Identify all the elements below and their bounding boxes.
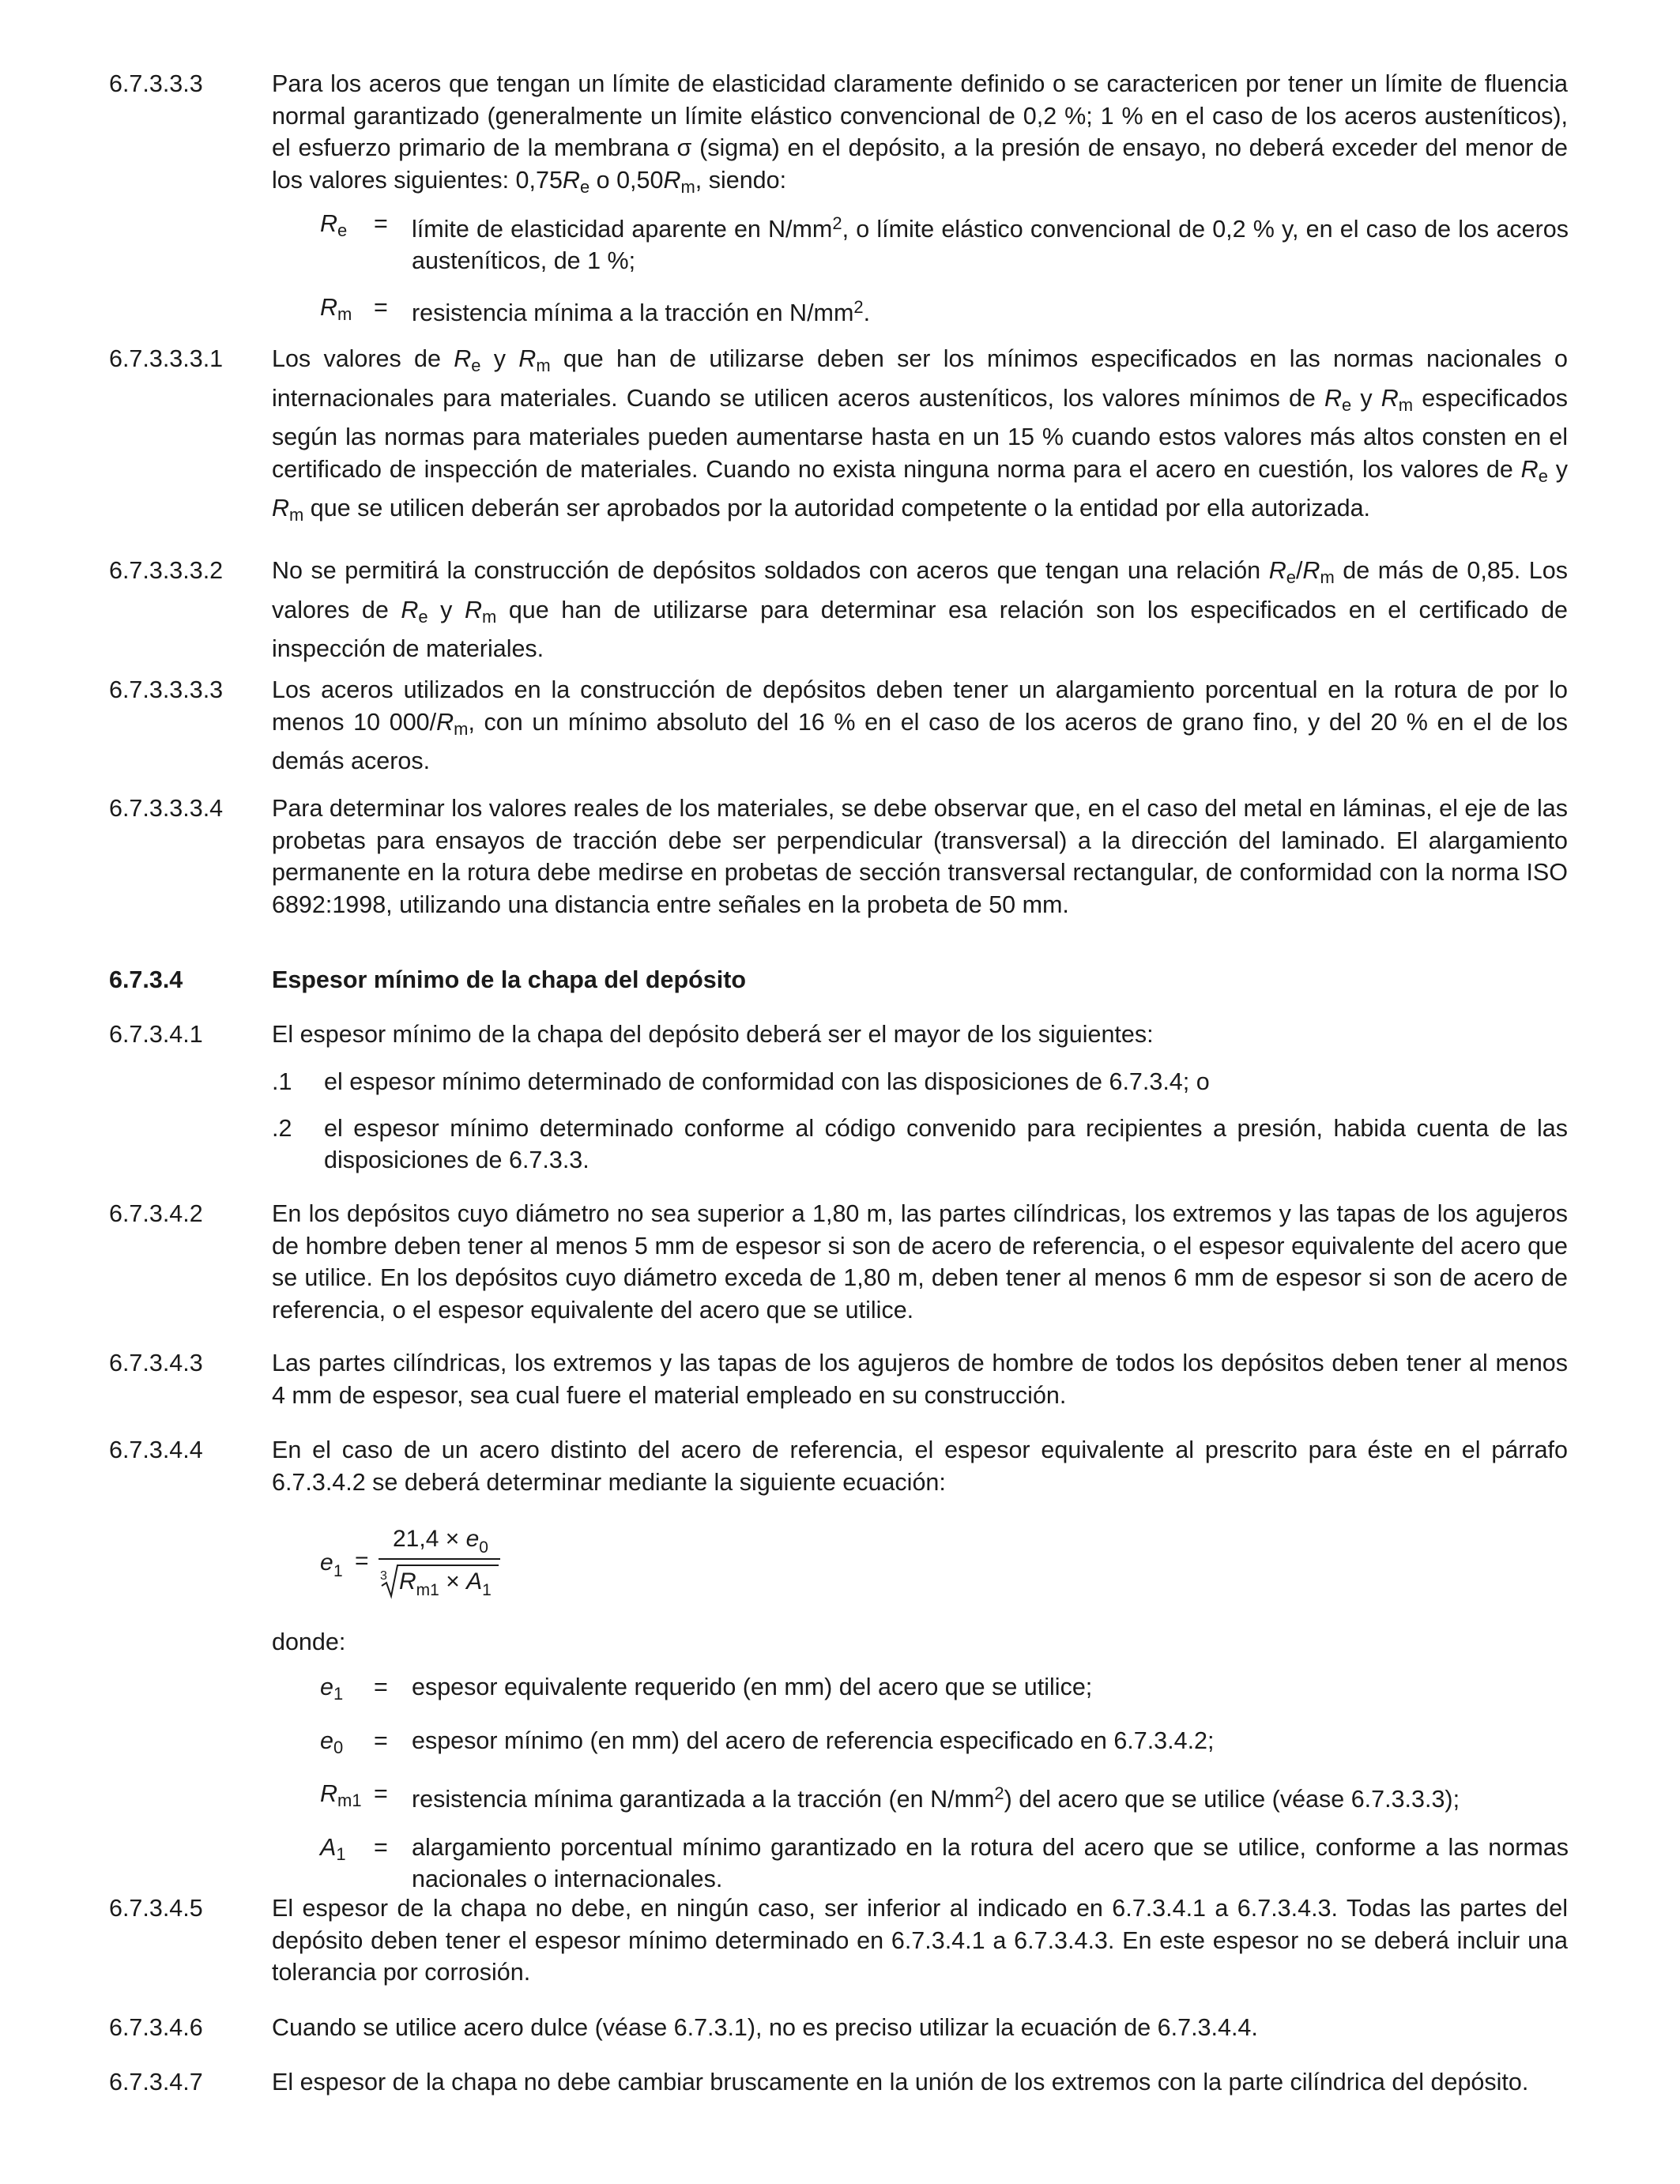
paragraph-6-7-3-3-3 <box>109 68 1568 203</box>
paragraph-6-7-3-4-4 <box>109 1434 1568 1498</box>
paragraph-number: 6.7.3.3.3.3 <box>109 676 224 703</box>
paragraph-text: El espesor de la chapa no debe, en ningún caso, ser inferior al indicado en 6.7.3.4.1 a 6.7.3.4.3. Todas las partes del depósito deben tener el espesor mínimo determinado en 6.7.3.4.1 a 6.7.3.4.3. En este espesor no se deberá incluir una tolerancia por corrosión. <box>272 1895 1568 1986</box>
svg-text:Rm1 × A1: $R_{m1} \times A_1$ <box>399 1568 492 1599</box>
paragraph-number: 6.7.3.3.3.1 <box>109 345 224 372</box>
section-title: Espesor mínimo de la chapa del depósito <box>272 966 746 993</box>
definition-a1: $A_1$ = alargamiento porcentual mínimo garantizado en la rotura del acero que se utilice, conforme a las normas nacionales o internacionales. <box>320 1833 1569 1893</box>
paragraph-6-7-3-4-2 <box>109 1198 1568 1326</box>
svg-text:1: 1 <box>333 1562 343 1580</box>
section-heading-6-7-3-4 <box>109 964 1568 996</box>
definition-e1: $e_1$ = espesor equivalente requerido (en mm) del acero que se utilice; <box>320 1674 1093 1704</box>
paragraph-number: 6.7.3.4.6 <box>109 2014 203 2041</box>
list-6-7-3-4-1 <box>272 1066 1568 1191</box>
paragraph-number: 6.7.3.3.3.2 <box>109 557 224 584</box>
paragraph-number: 6.7.3.4.7 <box>109 2069 203 2096</box>
paragraph-6-7-3-3-3-1 <box>109 343 1568 532</box>
paragraph-6-7-3-3-3-2 <box>109 555 1568 665</box>
definition-e0: $e_0$ = espesor mínimo (en mm) del acero de referencia especificado en 6.7.3.4.2; <box>320 1726 1215 1757</box>
paragraph-text: Los aceros utilizados en la construcción de depósitos deben tener un alargamiento porcentual en la rotura de por lo menos 10 $000/R_m$, con un mínimo absoluto del 16 % en el caso de los aceros de grano fino, y del 20 % en el de los demás aceros. <box>272 676 1569 775</box>
paragraph-text: El espesor mínimo de la chapa del depósito deberá ser el mayor de los siguientes: <box>272 1021 1154 1048</box>
section-number: 6.7.3.4 <box>109 966 183 993</box>
paragraph-6-7-3-3-3-4 <box>109 793 1568 921</box>
paragraph-number: 6.7.3.4.1 <box>109 1021 203 1048</box>
thickness-equation <box>320 1513 573 1600</box>
definition-rm: $R_m$ = resistencia mínima a la tracción en $N/mm^2$. <box>320 293 871 326</box>
definition-re: $R_e$ = límite de elasticidad aparente en $N/mm^2$, o límite elástico convencional de 0,2 % y, en el caso de los aceros austeníticos, de 1 %; <box>320 210 1569 275</box>
svg-text:21,4 × e0: $21,4 \times e_0$ <box>393 1526 488 1557</box>
paragraph-text: En el caso de un acero distinto del acero de referencia, el espesor equivalente al prescrito para éste en el párrafo 6.7.3.4.2 se deberá determinar mediante la siguiente ecuación: <box>272 1437 1568 1496</box>
paragraph-text: Cuando se utilice acero dulce (véase 6.7.3.1), no es preciso utilizar la ecuación de 6.7.3.4.4. <box>272 2014 1258 2041</box>
paragraph-text: Las partes cilíndricas, los extremos y las tapas de los agujeros de hombre de todos los depósitos deben tener al menos 4 mm de espesor, sea cual fuere el material empleado en su construcción. <box>272 1350 1568 1409</box>
paragraph-number: 6.7.3.4.2 <box>109 1200 203 1227</box>
paragraph-6-7-3-3-3-3 <box>109 674 1568 778</box>
paragraph-6-7-3-4-3 <box>109 1347 1568 1411</box>
paragraph-6-7-3-4-7 <box>109 2066 1568 2099</box>
definitions-equation-variables <box>320 1671 1569 1910</box>
paragraph-6-7-3-4-1 <box>109 1019 1568 1051</box>
paragraph-6-7-3-4-6 <box>109 2012 1568 2044</box>
paragraph-text: Los valores de $R_e$ y $R_m$ que han de utilizarse deben ser los mínimos especificados en las normas nacionales o internacionales para materiales. Cuando se utilicen aceros austeníticos, los valores mínimos de $R_e$ y $R_m$ especificados según las normas para materiales pueden aumentarse hasta en un 15 % cuando estos valores más altos consten en el certificado de inspección de materiales. Cuando no exista ninguna norma para el acero en cuestión, los valores de $R_e$ y $R_m$ que se utilicen deberán ser aprobados por la autoridad competente o la entidad por ella autorizada. <box>272 345 1569 525</box>
svg-text:=: = <box>355 1548 369 1574</box>
definitions-re-rm <box>320 208 1569 345</box>
paragraph-text: Para los aceros que tengan un límite de elasticidad claramente definido o se caractericen por tener un límite de fluencia normal garantizado (generalmente un límite elástico convencional de 0,2 %; 1 % en el caso de los aceros austeníticos), el esfuerzo primario de la membrana σ (sigma) en el depósito, a la presión de ensayo, no deberá exceder del menor de los valores siguientes: $0,75R_e$ o $0,50R_m$, siendo: <box>272 70 1568 197</box>
paragraph-text: Para determinar los valores reales de los materiales, se debe observar que, en el caso del metal en láminas, el eje de las probetas para ensayos de tracción debe ser perpendicular (transversal) a la dirección del laminado. El alargamiento permanente en la rotura debe medirse en probetas de sección transversal rectangular, de conformidad con la norma ISO 6892:1998, utilizando una distancia entre señales en la probeta de 50 mm. <box>272 795 1568 918</box>
list-item: .2 el espesor mínimo determinado conforme al código convenido para recipientes a presión, habida cuenta de las disposiciones de 6.7.3.3. <box>272 1114 1568 1173</box>
paragraph-number: 6.7.3.4.3 <box>109 1350 203 1376</box>
paragraph-number: 6.7.3.4.5 <box>109 1895 203 1922</box>
paragraph-number: 6.7.3.4.4 <box>109 1437 203 1463</box>
list-item: .1 el espesor mínimo determinado de conformidad con las disposiciones de 6.7.3.4; o <box>272 1068 1210 1095</box>
paragraph-text: No se permitirá la construcción de depósitos soldados con aceros que tengan una relación $R_e/R_m$ de más de 0,85. Los valores de $R_e$ y $R_m$ que han de utilizarse para determinar esa relación son los especificados en el certificado de inspección de materiales. <box>272 557 1568 663</box>
svg-text:3: 3 <box>380 1569 387 1583</box>
paragraph-text: El espesor de la chapa no debe cambiar bruscamente en la unión de los extremos con la parte cilíndrica del depósito. <box>272 2069 1529 2096</box>
paragraph-number: 6.7.3.3.3.4 <box>109 795 224 822</box>
paragraph-6-7-3-4-5 <box>109 1892 1568 1989</box>
donde-label: donde: <box>272 1629 346 1655</box>
definition-rm1: $R_{m1}$ = resistencia mínima garantizada a la tracción (en $N/mm^2$) del acero que se utilice (véase 6.7.3.3.3); <box>320 1780 1460 1813</box>
paragraph-text: En los depósitos cuyo diámetro no sea superior a 1,80 m, las partes cilíndricas, los extremos y las tapas de los agujeros de hombre deben tener al menos 5 mm de espesor si son de acero de referencia, o el espesor equivalente del acero que se utilice. En los depósitos cuyo diámetro exceda de 1,80 m, deben tener al menos 6 mm de espesor si son de acero de referencia, o el espesor equivalente del acero que se utilice. <box>272 1200 1568 1324</box>
paragraph-number: 6.7.3.3.3 <box>109 70 203 97</box>
svg-text:e: e <box>320 1550 333 1576</box>
